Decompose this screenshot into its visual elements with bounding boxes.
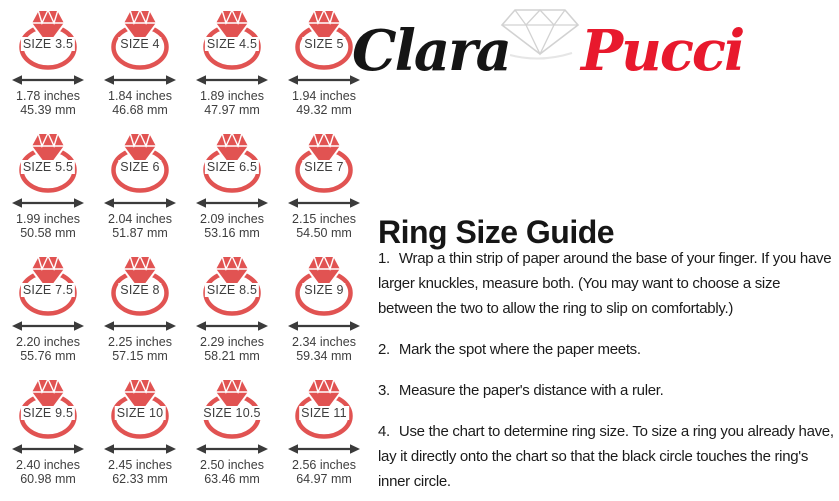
diameter-arrow-icon [103, 73, 177, 87]
step-number: 4. [378, 423, 390, 440]
ring-icon [2, 377, 94, 439]
ring-size-cell [94, 373, 186, 496]
diameter-mm: 53.16 mm [204, 225, 260, 240]
diameter-arrow-icon [11, 442, 85, 456]
step-text: Use the chart to determine ring size. To size a ring you already have, lay it directly onto the chart so that the black circle touches the ring's inner circle. [378, 423, 834, 490]
ring-measurements [108, 336, 172, 363]
diameter-mm: 64.97 mm [296, 471, 352, 486]
ring-icon [94, 377, 186, 439]
ring-measurements [292, 336, 356, 363]
diameter-arrow-icon [103, 442, 177, 456]
instructions-list [378, 246, 837, 501]
ring-size-cell [186, 250, 278, 373]
ring-measurements [292, 213, 356, 240]
ring-measurements [200, 336, 264, 363]
ring-measurements [16, 90, 80, 117]
diameter-arrow-icon [287, 196, 361, 210]
diameter-arrow-icon [287, 319, 361, 333]
diameter-inches: 2.04 inches [108, 212, 172, 226]
instruction-step [378, 378, 837, 403]
diameter-mm: 47.97 mm [204, 102, 260, 117]
ring-size-cell [278, 373, 370, 496]
ring-measurements [108, 90, 172, 117]
ring-size-cell [2, 250, 94, 373]
diameter-inches: 2.25 inches [108, 335, 172, 349]
diameter-inches: 1.94 inches [292, 89, 356, 103]
ring-icon [2, 8, 94, 70]
diameter-mm: 51.87 mm [112, 225, 168, 240]
step-text: Measure the paper's distance with a ruler. [398, 382, 664, 399]
ring-size-cell [186, 4, 278, 127]
ring-icon [186, 131, 278, 193]
ring-icon [2, 131, 94, 193]
ring-icon [186, 377, 278, 439]
instruction-step [378, 337, 837, 362]
ring-size-label: SIZE 4 [120, 37, 160, 51]
diameter-inches: 1.99 inches [16, 212, 80, 226]
ring-icon [186, 254, 278, 316]
step-number: 2. [378, 341, 390, 358]
ring-size-label: SIZE 8.5 [206, 283, 258, 297]
ring-size-label: SIZE 10.5 [203, 406, 261, 420]
diameter-mm: 46.68 mm [112, 102, 168, 117]
ring-size-cell [2, 373, 94, 496]
ring-size-cell [278, 250, 370, 373]
ring-measurements [292, 90, 356, 117]
ring-size-label: SIZE 5 [304, 37, 344, 51]
ring-size-cell [94, 127, 186, 250]
ring-icon [94, 131, 186, 193]
brand-wordmark-clara: Clara [352, 18, 510, 84]
ring-icon [94, 8, 186, 70]
diameter-mm: 54.50 mm [296, 225, 352, 240]
diameter-arrow-icon [287, 73, 361, 87]
ring-size-cell [2, 127, 94, 250]
diamond-outline-icon [498, 6, 582, 64]
diameter-mm: 45.39 mm [20, 102, 76, 117]
instruction-step [378, 419, 837, 494]
diameter-inches: 1.89 inches [200, 89, 264, 103]
step-number: 3. [378, 382, 390, 399]
diameter-arrow-icon [195, 196, 269, 210]
diameter-arrow-icon [11, 73, 85, 87]
brand-logo [352, 6, 782, 110]
ring-measurements [16, 336, 80, 363]
diameter-inches: 2.50 inches [200, 458, 264, 472]
ring-measurements [200, 459, 264, 486]
ring-size-label: SIZE 7 [304, 160, 344, 174]
ring-size-label: SIZE 7.5 [22, 283, 74, 297]
ring-size-label: SIZE 10 [116, 406, 164, 420]
ring-size-label: SIZE 11 [301, 406, 347, 420]
diameter-arrow-icon [103, 319, 177, 333]
diameter-inches: 2.56 inches [292, 458, 356, 472]
diameter-inches: 2.09 inches [200, 212, 264, 226]
diameter-mm: 50.58 mm [20, 225, 76, 240]
diameter-arrow-icon [103, 196, 177, 210]
diameter-mm: 62.33 mm [112, 471, 168, 486]
ring-size-label: SIZE 4.5 [206, 37, 258, 51]
diameter-inches: 2.45 inches [108, 458, 172, 472]
diameter-mm: 55.76 mm [20, 348, 76, 363]
diameter-mm: 60.98 mm [20, 471, 76, 486]
ring-icon [94, 254, 186, 316]
diameter-mm: 49.32 mm [296, 102, 352, 117]
page-title: Ring Size Guide [378, 214, 615, 251]
step-number: 1. [378, 250, 390, 267]
ring-icon [2, 254, 94, 316]
diameter-mm: 59.34 mm [296, 348, 352, 363]
ring-size-cell [2, 4, 94, 127]
diameter-arrow-icon [195, 73, 269, 87]
ring-size-label: SIZE 3.5 [22, 37, 74, 51]
ring-measurements [16, 459, 80, 486]
ring-size-label: SIZE 5.5 [22, 160, 74, 174]
ring-measurements [108, 459, 172, 486]
ring-icon [278, 377, 370, 439]
diameter-mm: 63.46 mm [204, 471, 260, 486]
instruction-step [378, 246, 837, 321]
ring-size-cell [186, 373, 278, 496]
ring-size-cell [186, 127, 278, 250]
diameter-inches: 2.40 inches [16, 458, 80, 472]
ring-size-label: SIZE 9.5 [22, 406, 74, 420]
ring-icon [186, 8, 278, 70]
diameter-inches: 2.20 inches [16, 335, 80, 349]
ring-size-grid [2, 4, 370, 496]
ring-icon [278, 254, 370, 316]
step-text: Mark the spot where the paper meets. [398, 341, 641, 358]
diameter-arrow-icon [287, 442, 361, 456]
diameter-mm: 57.15 mm [112, 348, 168, 363]
diameter-arrow-icon [11, 319, 85, 333]
ring-measurements [108, 213, 172, 240]
ring-measurements [200, 90, 264, 117]
ring-size-cell [94, 4, 186, 127]
diameter-arrow-icon [195, 442, 269, 456]
diameter-inches: 1.78 inches [16, 89, 80, 103]
ring-measurements [200, 213, 264, 240]
diameter-arrow-icon [195, 319, 269, 333]
ring-size-label: SIZE 9 [304, 283, 344, 297]
ring-measurements [292, 459, 356, 486]
brand-wordmark-pucci: Pucci [581, 18, 744, 84]
ring-size-cell [278, 127, 370, 250]
diameter-mm: 58.21 mm [204, 348, 260, 363]
diameter-inches: 2.34 inches [292, 335, 356, 349]
diameter-inches: 1.84 inches [108, 89, 172, 103]
ring-icon [278, 131, 370, 193]
ring-size-cell [94, 250, 186, 373]
diameter-inches: 2.29 inches [200, 335, 264, 349]
ring-size-label: SIZE 6.5 [206, 160, 258, 174]
diameter-inches: 2.15 inches [292, 212, 356, 226]
ring-measurements [16, 213, 80, 240]
diameter-arrow-icon [11, 196, 85, 210]
ring-size-label: SIZE 8 [120, 283, 160, 297]
ring-size-label: SIZE 6 [120, 160, 160, 174]
step-text: Wrap a thin strip of paper around the base of your finger. If you have larger knuckles, measure both. (You may want to choose a size between the two to allow the ring to slip on comfortably.) [378, 250, 832, 317]
